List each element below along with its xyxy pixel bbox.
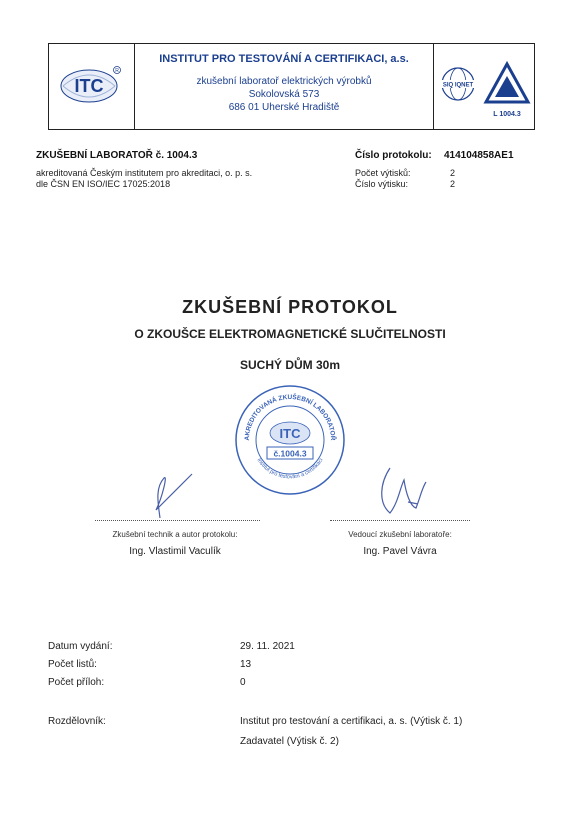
right-signature-name: Ing. Pavel Vávra bbox=[363, 546, 437, 557]
left-signature bbox=[130, 468, 210, 523]
left-signature-name: Ing. Vlastimil Vaculík bbox=[129, 546, 221, 557]
lab-line: zkušební laboratoř elektrických výrobků bbox=[196, 76, 372, 87]
header-text bbox=[135, 44, 433, 129]
copies-label: Počet výtisků: bbox=[355, 168, 411, 178]
left-signature-line bbox=[95, 520, 260, 521]
header-box bbox=[48, 43, 535, 130]
street-line: Sokolovská 573 bbox=[248, 89, 320, 100]
sheets-value: 13 bbox=[240, 659, 252, 670]
copy-number-value: 2 bbox=[450, 179, 456, 189]
issue-date-value: 29. 11. 2021 bbox=[240, 641, 295, 652]
svg-text:R: R bbox=[115, 68, 119, 74]
stamp-number: č.1004.3 bbox=[273, 448, 307, 459]
accreditation-triangle-icon bbox=[482, 44, 532, 129]
right-signature-line bbox=[330, 520, 470, 521]
iqnet-logo-icon bbox=[434, 44, 484, 129]
itc-logo-cell bbox=[49, 44, 135, 129]
cert-logo-cell bbox=[433, 44, 534, 129]
accredited-line-1: akreditovaná Českým institutem pro akreditaci, o. p. s. bbox=[36, 168, 253, 178]
lab-title: ZKUŠEBNÍ LABORATOŘ č. 1004.3 bbox=[36, 150, 198, 161]
right-signature bbox=[370, 458, 440, 518]
header-address bbox=[135, 75, 433, 114]
distribution-line-1: Institut pro testování a certifikaci, a. s. (Výtisk č. 1) bbox=[240, 716, 463, 727]
svg-text:Institut pro testování a certi bbox=[256, 458, 325, 481]
distribution-line-2: Zadavatel (Výtisk č. 2) bbox=[240, 736, 339, 747]
copies-value: 2 bbox=[450, 168, 456, 178]
stamp-logo: ITC bbox=[279, 426, 301, 441]
institute-name: INSTITUT PRO TESTOVÁNÍ A CERTIFIKACI, a.s. bbox=[159, 53, 409, 65]
itc-logo-icon bbox=[49, 44, 134, 129]
sheets-label: Počet listů: bbox=[48, 659, 97, 670]
distribution-label: Rozdělovník: bbox=[48, 716, 106, 727]
subtitle: O ZKOUŠCE ELEKTROMAGNETICKÉ SLUČITELNOSTI bbox=[134, 327, 446, 341]
main-title: ZKUŠEBNÍ PROTOKOL bbox=[182, 297, 398, 317]
right-signature-role: Vedoucí zkušební laboratoře: bbox=[348, 530, 452, 539]
issue-date-label: Datum vydání: bbox=[48, 641, 113, 652]
stamp-outer-text: AKREDITOVANÁ ZKUŠEBNÍ LABORATOŘ bbox=[243, 394, 337, 441]
stamp-lower-text: Institut pro testování a certifikaci bbox=[255, 457, 325, 481]
attachments-label: Počet příloh: bbox=[48, 677, 105, 688]
copy-number-label: Číslo výtisku: bbox=[355, 179, 409, 189]
svg-text:SIQ IQNET: SIQ IQNET bbox=[442, 82, 474, 89]
city-line: 686 01 Uherské Hradiště bbox=[228, 102, 340, 113]
cert-code: L 1004.3 bbox=[493, 111, 521, 118]
left-signature-role: Zkušební technik a autor protokolu: bbox=[112, 530, 238, 539]
protocol-number-value: 414104858AE1 bbox=[444, 150, 514, 161]
protocol-number-label: Číslo protokolu: bbox=[355, 150, 432, 161]
svg-text:ITC: ITC bbox=[74, 76, 104, 96]
accredited-line-2: dle ČSN EN ISO/IEC 17025:2018 bbox=[36, 179, 171, 189]
attachments-value: 0 bbox=[240, 677, 246, 688]
product-title: SUCHÝ DŮM 30m bbox=[239, 358, 341, 372]
lab-stamp bbox=[233, 383, 347, 497]
